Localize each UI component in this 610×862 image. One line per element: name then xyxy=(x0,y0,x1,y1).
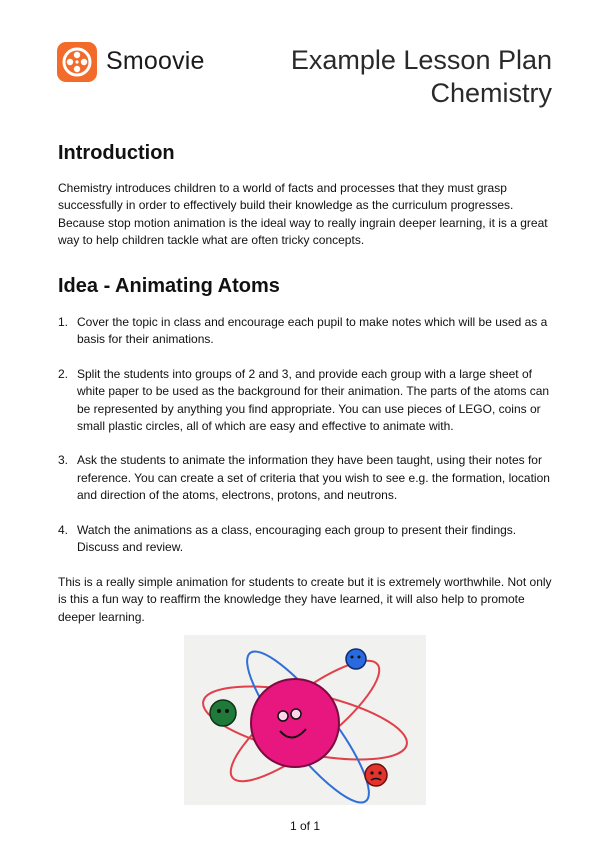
step-number: 4. xyxy=(58,522,69,537)
electron-green xyxy=(210,700,236,726)
title-line-2: Chemistry xyxy=(430,78,552,108)
nucleus-eye xyxy=(291,709,301,719)
page-number: 1 of 1 xyxy=(289,819,321,833)
step-text: Ask the students to animate the information they have been taught, using their notes for reference. You can create a set of criteria that you wish to see e.g. the formation, location and direction of the atoms, electrons, protons, and neutrons. xyxy=(77,453,550,503)
step-number: 1. xyxy=(58,315,69,329)
introduction-heading: Introduction xyxy=(58,142,175,164)
step-text: Watch the animations as a class, encouraging each group to present their findings. Discuss and review. xyxy=(77,522,517,555)
step-text: Cover the topic in class and encourage each pupil to make notes which will be used as a basis for their animations. xyxy=(77,315,548,347)
atom-drawing xyxy=(184,635,426,805)
nucleus-eye xyxy=(278,711,288,721)
list-item xyxy=(58,452,558,504)
list-item xyxy=(58,522,558,557)
brand-name: Smoovie xyxy=(106,47,205,75)
closing-paragraph: This is a really simple animation for students to create but it is extremely worthwhile. Not only is this a fun way to reaffirm the knowledge they have learned, it will also help to promote deeper learning. xyxy=(58,575,552,624)
steps-list xyxy=(58,314,558,573)
introduction-paragraph: Chemistry introduces children to a world of facts and processes that they must grasp successfully in order to effectively build their knowledge as the curriculum progresses. Because stop motion animation is the ideal way to really ingrain deeper learning, it is a great way to help children tackle what are often tricky concepts. xyxy=(58,181,548,248)
electron-blue xyxy=(346,649,366,669)
step-number: 3. xyxy=(58,453,69,468)
list-item xyxy=(58,314,558,349)
atom-drawing-photo xyxy=(184,635,426,805)
step-number: 2. xyxy=(58,366,69,381)
electron-red xyxy=(365,764,387,786)
step-text: Split the students into groups of 2 and 3, and provide each group with a large sheet of white paper to be used as the background for their animation. The parts of the atoms can be represented by anything you find appropriate. You can use pieces of LEGO, coins or small plastic circles, all of which are easy and effective to animate with. xyxy=(77,366,550,434)
smoovie-logo xyxy=(57,42,97,82)
film-reel-icon xyxy=(57,42,97,82)
list-item xyxy=(58,366,558,436)
document-title xyxy=(291,44,552,110)
idea-heading: Idea - Animating Atoms xyxy=(58,275,280,297)
nucleus xyxy=(251,679,339,767)
title-line-1: Example Lesson Plan xyxy=(290,45,552,75)
